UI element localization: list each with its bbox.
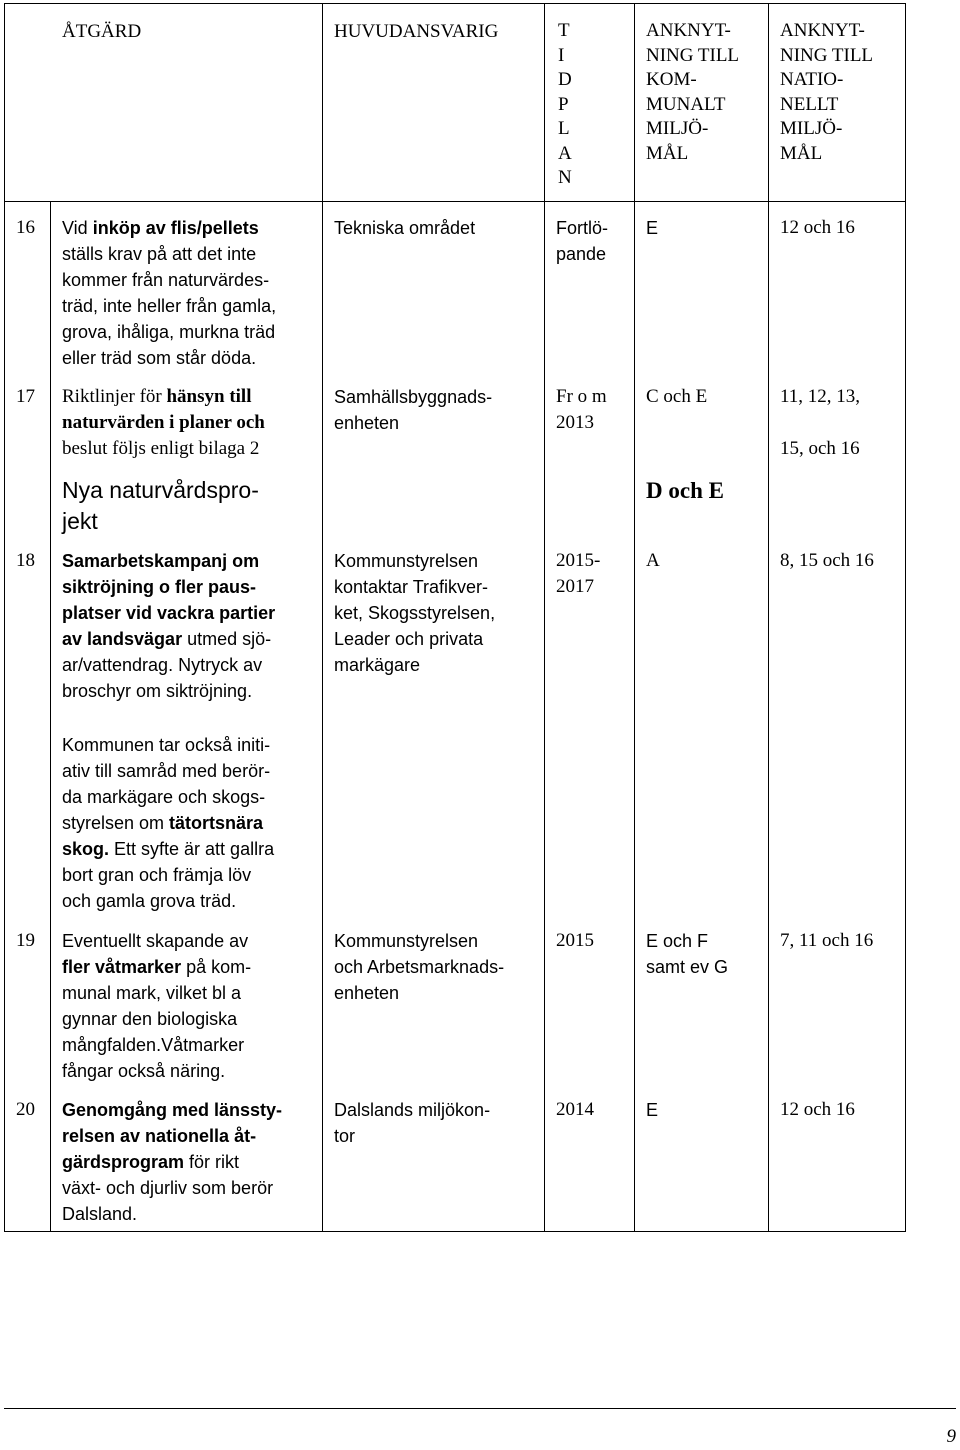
header-action: ÅTGÄRD bbox=[62, 21, 142, 42]
text-line bbox=[62, 980, 251, 1006]
bold-text-run: tätortsnära bbox=[169, 813, 264, 833]
row-18-number: 18 bbox=[16, 550, 35, 571]
text-line: Fr o m bbox=[556, 386, 607, 407]
bold-text-run: gärdsprogram bbox=[62, 1152, 185, 1172]
text-line: 2013 bbox=[556, 412, 594, 433]
column-divider-action bbox=[322, 3, 323, 1232]
text-run: ativ till samråd med berör- bbox=[62, 761, 271, 781]
text-line: E bbox=[646, 218, 659, 238]
header-responsible: HUVUDANSVARIG bbox=[334, 21, 499, 42]
text-line: markägare bbox=[334, 655, 421, 675]
text-run: munal mark, vilket bl a bbox=[62, 983, 242, 1003]
text-run: Eventuellt skapande av bbox=[62, 931, 249, 951]
text-line: 2015 bbox=[556, 930, 594, 951]
row-16-time bbox=[556, 215, 608, 267]
text-line bbox=[62, 600, 275, 626]
column-divider-responsible bbox=[544, 3, 545, 1232]
text-line bbox=[62, 732, 274, 758]
text-line bbox=[62, 1097, 282, 1123]
text-line bbox=[62, 436, 265, 462]
text-run: växt- och djurliv som berör bbox=[62, 1178, 274, 1198]
header-municipal-goals: ANKNYT- NING TILL KOM- MUNALT MILJÖ- MÅL bbox=[646, 20, 740, 164]
text-line: Dalslands miljökon- bbox=[334, 1100, 491, 1120]
text-line: Fortlö- bbox=[556, 218, 609, 238]
text-line bbox=[62, 267, 276, 293]
text-line bbox=[62, 1058, 251, 1084]
text-run: beslut följs enligt bilaga 2 bbox=[62, 438, 260, 459]
text-line: 2014 bbox=[556, 1099, 594, 1120]
row-19-time bbox=[556, 928, 594, 954]
row-18-national bbox=[780, 548, 874, 574]
row-17-municipal bbox=[646, 384, 707, 410]
row-20-municipal bbox=[646, 1097, 658, 1123]
text-line bbox=[62, 241, 276, 267]
text-line: E och F bbox=[646, 931, 709, 951]
row-19-action bbox=[62, 928, 251, 1084]
text-line bbox=[62, 928, 251, 954]
text-line: Kommunstyrelsen bbox=[334, 551, 479, 571]
footer-rule bbox=[4, 1408, 956, 1409]
text-run: Kommunen tar också initi- bbox=[62, 735, 271, 755]
text-run: och gamla grova träd. bbox=[62, 891, 237, 911]
row-18-action bbox=[62, 548, 275, 704]
text-line bbox=[62, 1123, 282, 1149]
text-line: och Arbetsmarknads- bbox=[334, 957, 505, 977]
text-line bbox=[62, 384, 265, 410]
text-line bbox=[62, 888, 274, 914]
text-run: da markägare och skogs- bbox=[62, 787, 266, 807]
text-run: gynnar den biologiska bbox=[62, 1009, 238, 1029]
text-line bbox=[62, 215, 276, 241]
table-border-top bbox=[4, 3, 906, 4]
table-border-left bbox=[4, 3, 5, 1232]
bold-text-run: naturvärden i planer och bbox=[62, 412, 265, 433]
text-line: A bbox=[646, 550, 660, 571]
row-20-responsible bbox=[334, 1097, 490, 1149]
text-run: träd, inte heller från gamla, bbox=[62, 296, 277, 316]
row-19-municipal bbox=[646, 928, 728, 980]
text-run: Vid bbox=[62, 218, 93, 238]
text-line: Tekniska området bbox=[334, 218, 476, 238]
text-line bbox=[62, 1149, 282, 1175]
text-line bbox=[62, 784, 274, 810]
text-line: enheten bbox=[334, 983, 400, 1003]
text-line: 12 och 16 bbox=[780, 217, 855, 238]
bold-text-run: av landsvägar bbox=[62, 629, 183, 649]
text-run: mångfalden.Våtmarker bbox=[62, 1035, 245, 1055]
section-title-new-projects bbox=[62, 475, 259, 537]
row-17-action bbox=[62, 384, 265, 462]
text-line: samt ev G bbox=[646, 957, 729, 977]
row-20-action bbox=[62, 1097, 282, 1227]
text-line: Nya naturvårdspro- bbox=[62, 477, 259, 503]
text-line bbox=[62, 410, 265, 436]
text-run: på kom- bbox=[181, 957, 252, 977]
text-line: 12 och 16 bbox=[780, 1099, 855, 1120]
row-18-time bbox=[556, 548, 600, 600]
text-line: kontaktar Trafikver- bbox=[334, 577, 489, 597]
bold-text-run: fler våtmarker bbox=[62, 957, 182, 977]
column-divider-time bbox=[634, 3, 635, 1232]
row-19-number: 19 bbox=[16, 930, 35, 951]
bold-text-run: inköp av flis/pellets bbox=[92, 218, 259, 238]
action-table bbox=[4, 3, 906, 1232]
text-line bbox=[62, 1032, 251, 1058]
row-16-municipal bbox=[646, 215, 658, 241]
text-line bbox=[62, 574, 275, 600]
table-border-bottom bbox=[4, 1231, 906, 1232]
text-line bbox=[62, 678, 275, 704]
row-17-number: 17 bbox=[16, 386, 35, 407]
text-line bbox=[62, 1201, 282, 1227]
row-20-time bbox=[556, 1097, 594, 1123]
row-16-action bbox=[62, 215, 276, 371]
text-line: E bbox=[646, 1100, 659, 1120]
text-line: enheten bbox=[334, 413, 400, 433]
bold-text-run: skog. bbox=[62, 839, 110, 859]
text-line: tor bbox=[334, 1126, 356, 1146]
column-divider-municipal bbox=[768, 3, 769, 1232]
text-line: jekt bbox=[62, 508, 98, 534]
row-19-national bbox=[780, 928, 873, 954]
text-run: Ett syfte är att gallra bbox=[109, 839, 275, 859]
text-run: utmed sjö- bbox=[182, 629, 272, 649]
row-16-number: 16 bbox=[16, 217, 35, 238]
text-line: 15, och 16 bbox=[780, 438, 860, 459]
text-line: pande bbox=[556, 244, 607, 264]
text-run: eller träd som står döda. bbox=[62, 348, 257, 368]
text-line bbox=[62, 1006, 251, 1032]
text-line bbox=[62, 810, 274, 836]
text-line: 11, 12, 13, bbox=[780, 386, 861, 407]
text-line bbox=[62, 1175, 282, 1201]
text-line bbox=[62, 345, 276, 371]
text-run: ställs krav på att det inte bbox=[62, 244, 257, 264]
text-run: broschyr om siktröjning. bbox=[62, 681, 253, 701]
text-run: kommer från naturvärdes- bbox=[62, 270, 270, 290]
header-divider bbox=[4, 201, 906, 202]
text-run: ar/vattendrag. Nytryck av bbox=[62, 655, 263, 675]
text-run: Riktlinjer för bbox=[62, 386, 167, 407]
text-line: C och E bbox=[646, 386, 708, 407]
row-19-responsible bbox=[334, 928, 504, 1006]
text-run: grova, ihåliga, murkna träd bbox=[62, 322, 276, 342]
text-line bbox=[62, 836, 274, 862]
text-line bbox=[62, 758, 274, 784]
bold-text-run: relsen av nationella åt- bbox=[62, 1126, 257, 1146]
bold-text-run: siktröjning o fler paus- bbox=[62, 577, 257, 597]
text-line bbox=[62, 293, 276, 319]
text-line bbox=[62, 548, 275, 574]
text-run: Dalsland. bbox=[62, 1204, 138, 1224]
table-border-right bbox=[905, 3, 906, 1232]
bold-text-run: platser vid vackra partier bbox=[62, 603, 276, 623]
text-run: bort gran och främja löv bbox=[62, 865, 252, 885]
text-line: ket, Skogsstyrelsen, bbox=[334, 603, 496, 623]
section-municipal: D och E bbox=[646, 478, 724, 503]
page-number: 9 bbox=[946, 1426, 956, 1447]
bold-text-run: Samarbetskampanj om bbox=[62, 551, 260, 571]
text-line: 2017 bbox=[556, 576, 594, 597]
row-20-number: 20 bbox=[16, 1099, 35, 1120]
text-line: 2015- bbox=[556, 550, 601, 571]
text-line bbox=[62, 319, 276, 345]
text-line bbox=[62, 652, 275, 678]
text-line: Leader och privata bbox=[334, 629, 484, 649]
row-16-responsible bbox=[334, 215, 475, 241]
row-16-national bbox=[780, 215, 855, 241]
text-line: Kommunstyrelsen bbox=[334, 931, 479, 951]
text-line: 8, 15 och 16 bbox=[780, 550, 874, 571]
text-run: fångar också näring. bbox=[62, 1061, 226, 1081]
text-run: styrelsen om bbox=[62, 813, 170, 833]
bold-text-run: Genomgång med länssty- bbox=[62, 1100, 283, 1120]
row-18-municipal bbox=[646, 548, 660, 574]
row-17-time bbox=[556, 384, 607, 436]
text-line bbox=[62, 626, 275, 652]
row-17-responsible bbox=[334, 384, 492, 436]
text-line: 7, 11 och 16 bbox=[780, 930, 874, 951]
row-18-extra-action bbox=[62, 732, 274, 914]
text-line bbox=[62, 954, 251, 980]
row-20-national bbox=[780, 1097, 855, 1123]
bold-text-run: hänsyn till bbox=[166, 386, 252, 407]
text-line: Samhällsbyggnads- bbox=[334, 387, 493, 407]
text-run: för rikt bbox=[184, 1152, 240, 1172]
text-line bbox=[62, 862, 274, 888]
row-18-responsible bbox=[334, 548, 495, 678]
header-national-goals: ANKNYT- NING TILL NATIO- NELLT MILJÖ- MÅL bbox=[780, 20, 874, 164]
row-17-national bbox=[780, 371, 860, 475]
column-divider-number bbox=[50, 201, 51, 1232]
header-time: T I D P L A N bbox=[558, 20, 572, 188]
